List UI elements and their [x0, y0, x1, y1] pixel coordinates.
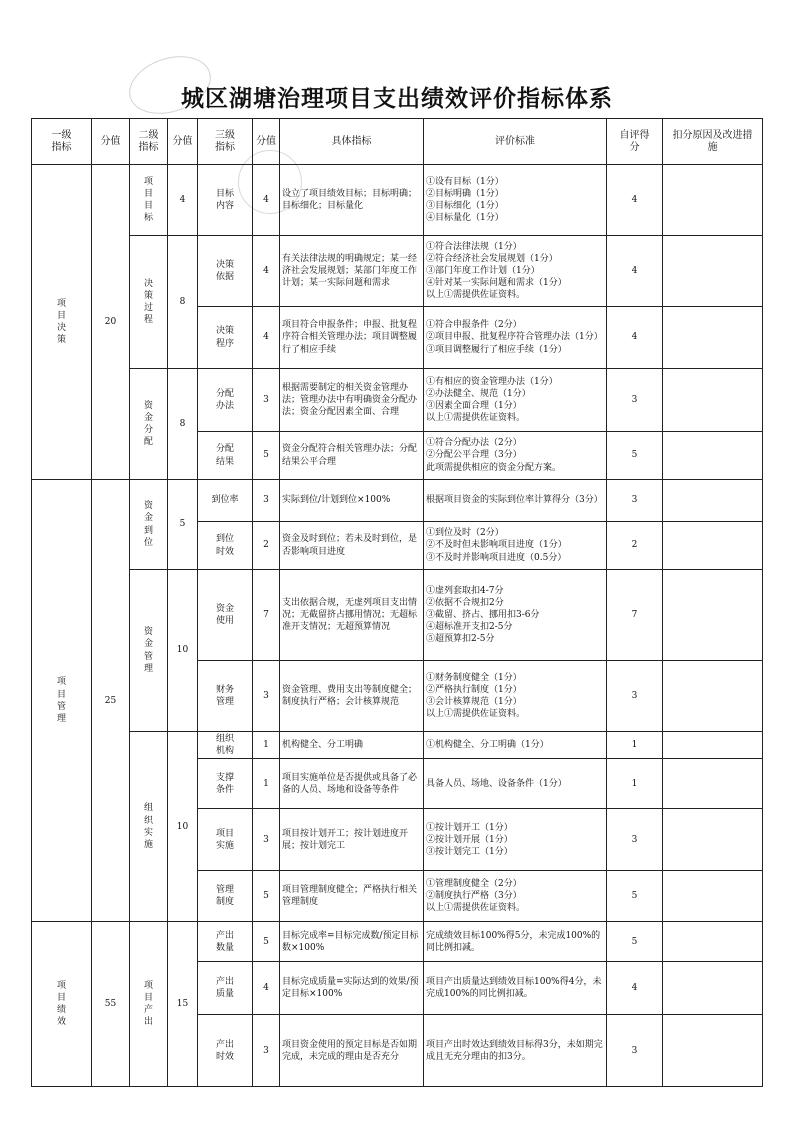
level1-cell: 项 目 绩 效 [32, 922, 92, 1087]
table-row [32, 570, 763, 661]
score3-cell: 5 [253, 922, 280, 962]
score3-cell: 3 [253, 661, 280, 732]
level3-cell: 项目 实施 [198, 809, 253, 871]
self-score-cell: 1 [607, 732, 663, 759]
score3-cell: 4 [253, 236, 280, 307]
table-row [32, 732, 763, 759]
detail-cell: 有关法律法规的明确规定；某一经济社会发展规划；某部门年度工作计划；某一实际问题和需求 [280, 236, 424, 307]
self-score-cell: 3 [607, 1015, 663, 1087]
reason-cell [663, 369, 763, 432]
level3-cell: 产出 质量 [198, 962, 253, 1015]
score3-cell: 4 [253, 962, 280, 1015]
level3-cell: 目标 内容 [198, 165, 253, 236]
score3-cell: 2 [253, 522, 280, 570]
detail-cell: 项目管理制度健全；严格执行相关管理制度 [280, 871, 424, 922]
score2-cell: 8 [168, 236, 198, 369]
reason-cell [663, 1015, 763, 1087]
criteria-cell: ①管理制度健全（2分） ②制度执行严格（3分） 以上①需提供佐证资料。 [424, 871, 607, 922]
score1-cell: 20 [92, 165, 130, 480]
self-score-cell: 4 [607, 962, 663, 1015]
header-detail: 具体指标 [280, 119, 424, 165]
score3-cell: 5 [253, 871, 280, 922]
score3-cell: 1 [253, 759, 280, 809]
header-row [32, 119, 763, 165]
level1-cell: 项 目 决 策 [32, 165, 92, 480]
detail-cell: 项目资金使用的预定目标是否如期完成，未完成的理由是否充分 [280, 1015, 424, 1087]
level3-cell: 决策 依据 [198, 236, 253, 307]
reason-cell [663, 809, 763, 871]
reason-cell [663, 432, 763, 480]
criteria-cell: ①符合申报条件（2分） ②项目申报、批复程序符合管理办法（1分） ③项目调整履行了相应手续（1分） [424, 307, 607, 369]
score2-cell: 5 [168, 480, 198, 570]
score2-cell: 8 [168, 369, 198, 480]
detail-cell: 资金及时到位；若未及时到位，是否影响项目进度 [280, 522, 424, 570]
level2-cell: 资 金 到 位 [130, 480, 168, 570]
self-score-cell: 4 [607, 236, 663, 307]
reason-cell [663, 522, 763, 570]
table-row [32, 480, 763, 522]
indicator-table [31, 118, 763, 1087]
table-row [32, 236, 763, 307]
header-self-score: 自评得 分 [607, 119, 663, 165]
detail-cell: 目标完成率=目标完成数/预定目标数×100% [280, 922, 424, 962]
detail-cell: 设立了项目绩效目标；目标明确；目标细化；目标量化 [280, 165, 424, 236]
detail-cell: 资金分配符合相关管理办法；分配结果公平合理 [280, 432, 424, 480]
detail-cell: 支出依据合规，无虚列项目支出情况；无截留挤占挪用情况；无超标准开支情况；无超预算情况 [280, 570, 424, 661]
detail-cell: 实际到位/计划到位×100% [280, 480, 424, 522]
self-score-cell: 7 [607, 570, 663, 661]
reason-cell [663, 480, 763, 522]
score3-cell: 3 [253, 809, 280, 871]
reason-cell [663, 922, 763, 962]
level3-cell: 产出 数量 [198, 922, 253, 962]
score3-cell: 4 [253, 165, 280, 236]
score3-cell: 3 [253, 1015, 280, 1087]
criteria-cell: 项目产出质量达到绩效目标100%得4分，未完成100%的同比例扣减。 [424, 962, 607, 1015]
reason-cell [663, 236, 763, 307]
level3-cell: 到位率 [198, 480, 253, 522]
level1-cell: 项 目 管 理 [32, 480, 92, 922]
header-level3: 三级 指标 [198, 119, 253, 165]
level3-cell: 支撑 条件 [198, 759, 253, 809]
detail-cell: 目标完成质量=实际达到的效果/预定目标×100% [280, 962, 424, 1015]
reason-cell [663, 732, 763, 759]
score2-cell: 15 [168, 922, 198, 1087]
level2-cell: 组 织 实 施 [130, 732, 168, 922]
level3-cell: 组织 机构 [198, 732, 253, 759]
score3-cell: 3 [253, 480, 280, 522]
level2-cell: 项 目 目 标 [130, 165, 168, 236]
criteria-cell: ①按计划开工（1分） ②按计划开展（1分） ③按计划完工（1分） [424, 809, 607, 871]
self-score-cell: 5 [607, 432, 663, 480]
reason-cell [663, 570, 763, 661]
level2-cell: 资 金 分 配 [130, 369, 168, 480]
score1-cell: 25 [92, 480, 130, 922]
reason-cell [663, 871, 763, 922]
header-reason: 扣分原因及改进措 施 [663, 119, 763, 165]
reason-cell [663, 661, 763, 732]
criteria-cell: ①符合法律法规（1分） ②符合经济社会发展规划（1分） ③部门年度工作计划（1分） ④针对某一实际问题和需求（1分） 以上①需提供佐证资料。 [424, 236, 607, 307]
score1-cell: 55 [92, 922, 130, 1087]
header-level2: 二级 指标 [130, 119, 168, 165]
level2-cell: 资 金 管 理 [130, 570, 168, 732]
self-score-cell: 4 [607, 165, 663, 236]
criteria-cell: ①机构健全、分工明确（1分） [424, 732, 607, 759]
level2-cell: 决 策 过 程 [130, 236, 168, 369]
level3-cell: 分配 办法 [198, 369, 253, 432]
criteria-cell: 项目产出时效达到绩效目标得3分，未如期完成且无充分理由的扣3分。 [424, 1015, 607, 1087]
self-score-cell: 5 [607, 922, 663, 962]
self-score-cell: 3 [607, 369, 663, 432]
level3-cell: 决策 程序 [198, 307, 253, 369]
detail-cell: 项目按计划开工；按计划进度开展；按计划完工 [280, 809, 424, 871]
criteria-cell: ①财务制度健全（1分） ②严格执行制度（1分） ③会计核算规范（1分） 以上①需提供佐证资料。 [424, 661, 607, 732]
level3-cell: 资金 使用 [198, 570, 253, 661]
table-row [32, 369, 763, 432]
score3-cell: 3 [253, 369, 280, 432]
self-score-cell: 3 [607, 809, 663, 871]
table-row [32, 922, 763, 962]
score2-cell: 10 [168, 732, 198, 922]
detail-cell: 项目实施单位是否提供或具备了必备的人员、场地和设备等条件 [280, 759, 424, 809]
criteria-cell: 根据项目资金的实际到位率计算得分（3分） [424, 480, 607, 522]
detail-cell: 机构健全、分工明确 [280, 732, 424, 759]
header-score1: 分值 [92, 119, 130, 165]
score3-cell: 1 [253, 732, 280, 759]
detail-cell: 资金管理、费用支出等制度健全；制度执行严格；会计核算规范 [280, 661, 424, 732]
criteria-cell: ①虚列套取扣4-7分 ②依据不合规扣2分 ③截留、挤占、挪用扣3-6分 ④超标准开支扣2-5分 ⑤超预算扣2-5分 [424, 570, 607, 661]
reason-cell [663, 165, 763, 236]
self-score-cell: 5 [607, 871, 663, 922]
level3-cell: 产出 时效 [198, 1015, 253, 1087]
detail-cell: 项目符合申报条件；申报、批复程序符合相关管理办法；项目调整履行了相应手续 [280, 307, 424, 369]
table-row [32, 165, 763, 236]
criteria-cell: 具备人员、场地、设备条件（1分） [424, 759, 607, 809]
score3-cell: 4 [253, 307, 280, 369]
self-score-cell: 3 [607, 661, 663, 732]
level3-cell: 管理 制度 [198, 871, 253, 922]
reason-cell [663, 759, 763, 809]
header-score2: 分值 [168, 119, 198, 165]
self-score-cell: 1 [607, 759, 663, 809]
self-score-cell: 4 [607, 307, 663, 369]
level2-cell: 项 目 产 出 [130, 922, 168, 1087]
header-score3: 分值 [253, 119, 280, 165]
self-score-cell: 2 [607, 522, 663, 570]
level3-cell: 分配 结果 [198, 432, 253, 480]
score2-cell: 10 [168, 570, 198, 732]
criteria-cell: 完成绩效目标100%得5分，未完成100%的同比例扣减。 [424, 922, 607, 962]
page-title: 城区湖塘治理项目支出绩效评价指标体系 [181, 85, 613, 112]
self-score-cell: 3 [607, 480, 663, 522]
level3-cell: 到位 时效 [198, 522, 253, 570]
level3-cell: 财务 管理 [198, 661, 253, 732]
detail-cell: 根据需要制定的相关资金管理办法；管理办法中有明确资金分配办法；资金分配因素全面、合理 [280, 369, 424, 432]
criteria-cell: ①设有目标（1分） ②目标明确（1分） ③目标细化（1分） ④目标量化（1分） [424, 165, 607, 236]
criteria-cell: ①到位及时（2分） ②不及时但未影响项目进度（1分） ③不及时并影响项目进度（0.5分） [424, 522, 607, 570]
header-criteria: 评价标准 [424, 119, 607, 165]
reason-cell [663, 962, 763, 1015]
score2-cell: 4 [168, 165, 198, 236]
header-level1: 一级 指标 [32, 119, 92, 165]
criteria-cell: ①符合分配办法（2分） ②分配公平合理（3分） 此项需提供相应的资金分配方案。 [424, 432, 607, 480]
criteria-cell: ①有相应的资金管理办法（1分） ②办法健全、规范（1分） ③因素全面合理（1分） 以上①需提供佐证资料。 [424, 369, 607, 432]
score3-cell: 7 [253, 570, 280, 661]
score3-cell: 5 [253, 432, 280, 480]
reason-cell [663, 307, 763, 369]
